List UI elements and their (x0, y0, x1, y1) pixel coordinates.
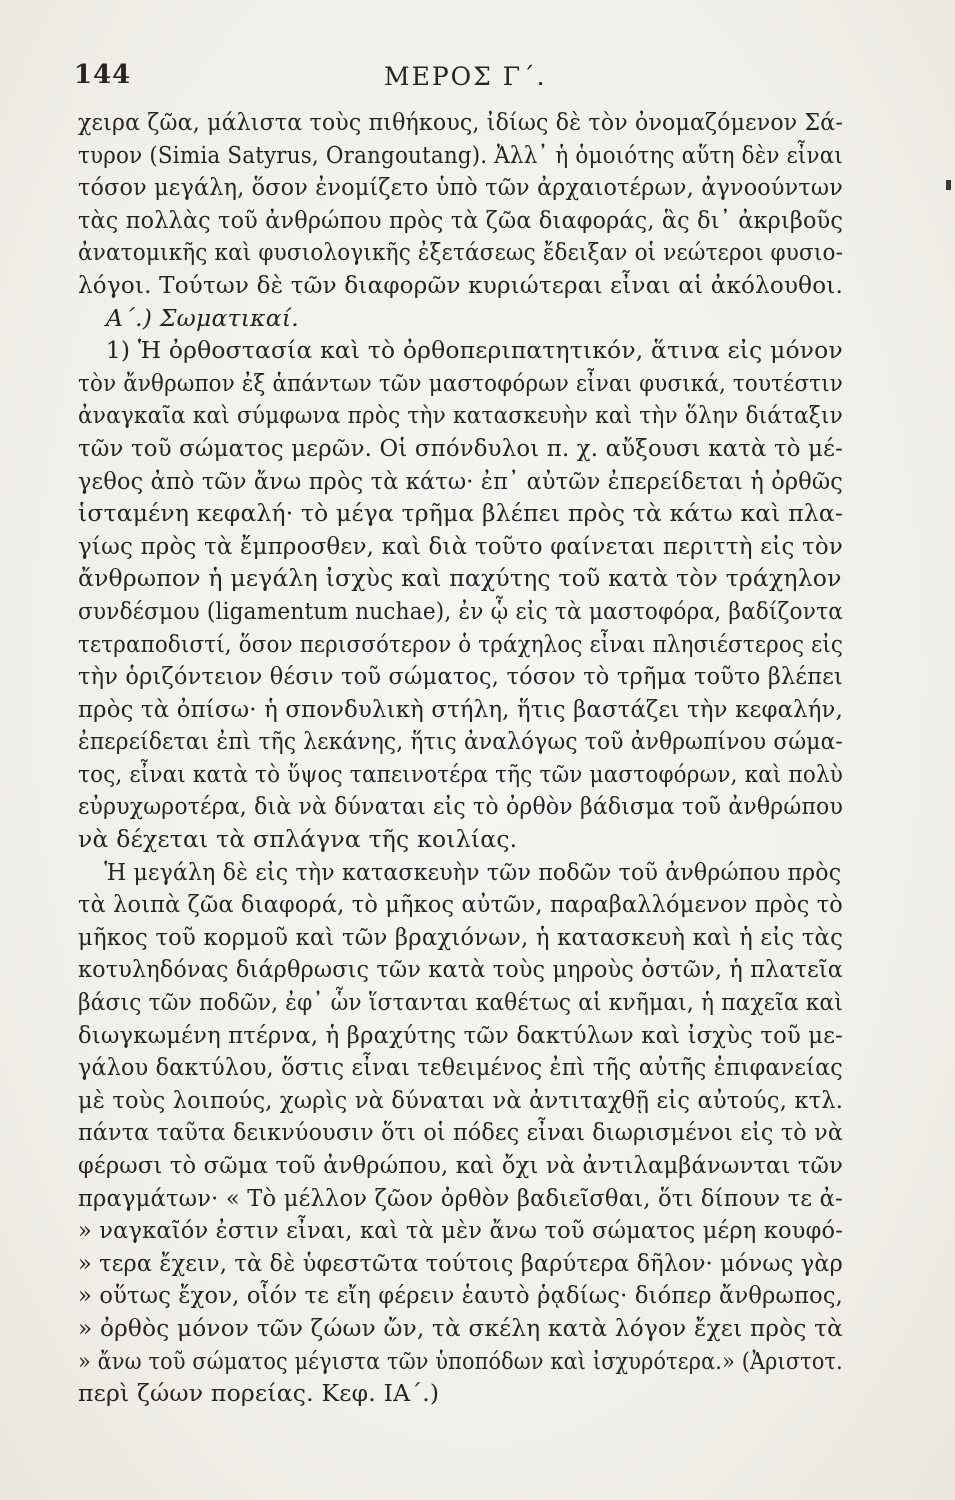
body-text (78, 106, 843, 1410)
text-line: ἄνθρωπον ἡ μεγάλη ἰσχὺς καὶ παχύτης τοῦ κατὰ τὸν τράχηλον (78, 564, 842, 593)
text-line: νὰ δέχεται τὰ σπλάγνα τῆς κοιλίας. (78, 825, 518, 854)
section-heading: Α΄.) Σωματικαί. (106, 303, 299, 332)
text-line: Ἡ μεγάλη δὲ εἰς τὴν κατασκευὴν τῶν ποδῶν τοῦ ἀνθρώπου πρὸς (104, 857, 842, 886)
citation-line: περὶ ζώων πορείας. Κεφ. ΙΑ΄.) (78, 1379, 440, 1408)
text-line: τὰς πολλὰς τοῦ ἀνθρώπου πρὸς τὰ ζῶα διαφοράς, ἃς δι᾽ ἀκριβοῦς (78, 205, 844, 234)
text-line: γεθος ἀπὸ τῶν ἄνω πρὸς τὰ κάτω· ἐπ᾽ αὐτῶν ἐπερείδεται ἡ ὀρθῶς (78, 466, 844, 495)
quote-line: » ναγκαῖόν ἐστιν εἶναι, καὶ τὰ μὲν ἄνω τοῦ σώματος μέρη κουφό- (78, 1216, 844, 1245)
text-line: ἱσταμένη κεφαλή· τὸ μέγα τρῆμα βλέπει πρὸς τὰ κάτω καὶ πλα- (78, 499, 844, 528)
quote-line: » οὕτως ἔχον, οἷόν τε εἴη φέρειν ἑαυτὸ ῥᾳδίως· διόπερ ἄνθρωπος, (78, 1281, 844, 1310)
page-header (74, 58, 834, 98)
text-line: τόσον μεγάλη, ὅσον ἐνομίζετο ὑπὸ τῶν ἀρχαιοτέρων, ἀγνοούντων (78, 173, 843, 202)
text-line: πάντα ταῦτα δεικνύουσιν ὅτι οἱ πόδες εἶναι διωρισμένοι εἰς τὸ νὰ (78, 1118, 844, 1147)
text-line: συνδέσμου (ligamentum nuchae), ἐν ᾧ εἰς τὰ μαστοφόρα, βαδίζοντα (78, 596, 843, 625)
text-line: γάλου δακτύλου, ὅστις εἶναι τεθειμένος ἐπὶ τῆς αὐτῆς ἐπιφανείας (78, 1053, 843, 1082)
text-line: μὲ τοὺς λοιπούς, χωρὶς νὰ δύναται νὰ ἀντιταχθῇ εἰς αὐτούς, κτλ. (78, 1085, 844, 1114)
text-line: γίως πρὸς τὰ ἔμπροσθεν, καὶ διὰ τοῦτο φαίνεται περιττὴ εἰς τὸν (78, 531, 844, 560)
text-line: τὴν ὁριζόντειον θέσιν τοῦ σώματος, τόσον τὸ τρῆμα τοῦτο βλέπει (78, 662, 844, 691)
text-line: πραγμάτων· « Τὸ μέλλον ζῶον ὀρθὸν βαδιεῖσθαι, ὅτι δίπουν τε ἀ- (78, 1183, 843, 1212)
text-line: τῶν τοῦ σώματος μερῶν. Οἱ σπόνδυλοι π. χ. αὔξουσι κατὰ τὸ μέ- (78, 433, 844, 462)
text-line: πρὸς τὰ ὀπίσω· ἡ σπονδυλικὴ στήλη, ἥτις βαστάζει τὴν κεφαλήν, (78, 694, 844, 723)
text-line: ἐπερείδεται ἐπὶ τῆς λεκάνης, ἥτις ἀναλόγως τοῦ ἀνθρωπίνου σώμα- (78, 727, 843, 756)
text-line: τυρον (Simia Satyrus, Orangoutang). Ἀλλ᾽ ἡ ὁμοιότης αὕτη δὲν εἶναι (78, 140, 843, 169)
text-line: διωγκωμένη πτέρνα, ἡ βραχύτης τῶν δακτύλων καὶ ἰσχὺς τοῦ με- (78, 1020, 843, 1049)
text-line: φέρωσι τὸ σῶμα τοῦ ἀνθρώπου, καὶ ὄχι νὰ ἀντιλαμβάνωνται τῶν (78, 1151, 844, 1179)
quote-line: » τερα ἔχειν, τὰ δὲ ὑφεστῶτα τούτοις βαρύτερα δῆλον· μόνως γὰρ (78, 1248, 843, 1277)
text-line: 1) Ἡ ὀρθοστασία καὶ τὸ ὀρθοπεριπατητικόν, ἅτινα εἰς μόνον (105, 336, 843, 365)
text-line: τετραποδιστί, ὅσον περισσότερον ὁ τράχηλος εἶναι πλησιέστερος εἰς (78, 629, 844, 658)
text-line: κοτυληδόνας διάρθρωσις τῶν κατὰ τοὺς μηροὺς ὀστῶν, ἡ πλατεῖα (78, 955, 843, 984)
text-line: λόγοι. Τούτων δὲ τῶν διαφορῶν κυριώτεραι εἶναι αἱ ἀκόλουθοι. (78, 270, 844, 299)
text-line: τὰ λοιπὰ ζῶα διαφορά, τὸ μῆκος αὐτῶν, παραβαλλόμενον πρὸς τὸ (78, 890, 843, 919)
running-head: ΜΕΡΟΣ Γ΄. (384, 62, 547, 91)
text-line: τὸν ἄνθρωπον ἐξ ἁπάντων τῶν μαστοφόρων εἶναι φυσικά, τουτέστιν (78, 368, 843, 397)
page-number: 144 (74, 60, 132, 90)
text-line: χειρα ζῶα, μάλιστα τοὺς πιθήκους, ἰδίως δὲ τὸν ὀνομαζόμενον Σά- (78, 108, 843, 136)
text-line: βάσις τῶν ποδῶν, ἐφ᾽ ὧν ἵστανται καθέτως αἱ κνῆμαι, ἡ παχεῖα καὶ (78, 988, 844, 1017)
text-line: εὐρυχωροτέρα, διὰ νὰ δύναται εἰς τὸ ὀρθὸν βάδισμα τοῦ ἀνθρώπου (78, 792, 844, 821)
page-edge-mark (946, 180, 951, 190)
quote-line: » ἄνω τοῦ σώματος μέγιστα τῶν ὑποπόδων καὶ ἰσχυρότερα.» (Ἀριστοτ. (78, 1346, 843, 1375)
text-line: τος, εἶναι κατὰ τὸ ὕψος ταπεινοτέρα τῆς τῶν μαστοφόρων, καὶ πολὺ (78, 759, 844, 788)
text-line: ἀναγκαῖα καὶ σύμφωνα πρὸς τὴν κατασκευὴν καὶ τὴν ὅλην διάταξιν (78, 401, 843, 430)
text-line: ἀνατομικῆς καὶ φυσιολογικῆς ἐξετάσεως ἔδειξαν οἱ νεώτεροι φυσιο- (78, 238, 844, 267)
quote-line: » ὀρθὸς μόνον τῶν ζώων ὤν, τὰ σκέλη κατὰ λόγον ἔχει πρὸς τὰ (78, 1313, 844, 1342)
text-line: μῆκος τοῦ κορμοῦ καὶ τῶν βραχιόνων, ἡ κατασκευὴ καὶ ἡ εἰς τὰς (78, 922, 844, 951)
